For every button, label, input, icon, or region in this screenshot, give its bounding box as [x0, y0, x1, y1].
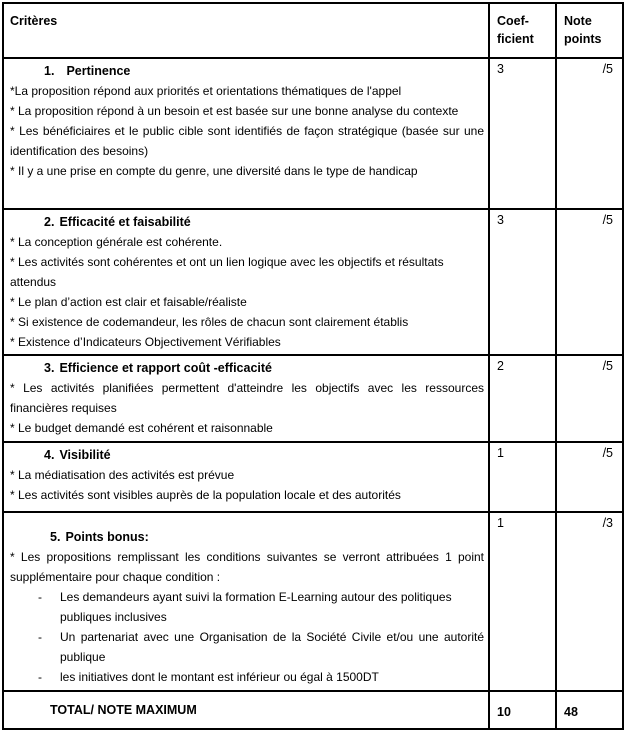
total-label: TOTAL/ NOTE MAXIMUM — [50, 703, 197, 717]
coefficient-value: 3 — [489, 58, 556, 209]
total-label-cell — [3, 691, 489, 729]
criterion-title — [10, 61, 484, 81]
criterion-title — [10, 515, 484, 547]
bonus-condition-text: Un partenariat avec une Organisation de la Société Civile et/ou une autorité publique — [60, 630, 484, 664]
criterion-number: 1. — [44, 64, 55, 78]
table-row — [3, 209, 623, 355]
criterion-detail: * Les propositions remplissant les conditions suivantes se verront attribuées 1 point supplémentaire pour chaque condition : — [10, 550, 484, 584]
criterion-detail: * Les activités sont visibles auprès de la population locale et des autorités — [10, 488, 401, 502]
dash-bullet: - — [38, 590, 42, 604]
criterion-detail: * Il y a une prise en compte du genre, une diversité dans le type de handicap — [10, 164, 418, 178]
bonus-condition-text: les initiatives dont le montant est inférieur ou égal à 1500DT — [60, 670, 379, 684]
table-header-row — [3, 3, 623, 58]
criteria-cell — [3, 512, 489, 691]
coefficient-value: 3 — [489, 209, 556, 355]
criterion-detail: *La proposition répond aux priorités et orientations thématiques de l'appel — [10, 84, 402, 98]
criterion-detail: * Le budget demandé est cohérent et raisonnable — [10, 421, 273, 435]
total-row — [3, 691, 623, 729]
criteria-cell — [3, 58, 489, 209]
criterion-detail: * La conception générale est cohérente. — [10, 235, 223, 249]
criterion-title — [10, 358, 484, 378]
criterion-title — [10, 445, 484, 465]
dash-bullet: - — [38, 670, 42, 684]
note-value: /5 — [556, 442, 623, 512]
table-row — [3, 512, 623, 691]
total-note: 48 — [556, 691, 623, 729]
total-coefficient: 10 — [489, 691, 556, 729]
header-criteres: Critères — [3, 3, 489, 58]
criterion-number: 2. — [44, 215, 55, 229]
coefficient-value: 2 — [489, 355, 556, 442]
criterion-title-text: Efficacité et faisabilité — [59, 215, 191, 229]
criteria-cell — [3, 209, 489, 355]
table-row — [3, 442, 623, 512]
table-row — [3, 58, 623, 209]
note-value: /5 — [556, 355, 623, 442]
note-value: /5 — [556, 209, 623, 355]
criterion-detail: * La proposition répond à un besoin et est basée sur une bonne analyse du contexte — [10, 104, 459, 118]
criterion-number: 3. — [44, 361, 55, 375]
bonus-condition-item — [10, 587, 484, 627]
criterion-detail: * Les bénéficiaires et le public cible sont identifiés de façon stratégique (basée sur une identification des besoins) — [10, 124, 484, 158]
criterion-title — [10, 212, 484, 232]
criterion-detail: * Existence d’Indicateurs Objectivement Vérifiables — [10, 335, 281, 349]
criterion-detail: * La médiatisation des activités est prévue — [10, 468, 235, 482]
evaluation-criteria-table — [2, 2, 624, 730]
criterion-title-text: Efficience et rapport coût -efficacité — [59, 361, 272, 375]
coefficient-value: 1 — [489, 512, 556, 691]
note-value: /3 — [556, 512, 623, 691]
dash-bullet: - — [38, 630, 42, 644]
criterion-number: 5. — [50, 530, 61, 544]
criteria-cell — [3, 355, 489, 442]
criterion-title-text: Points bonus: — [65, 530, 149, 544]
bonus-condition-text: Les demandeurs ayant suivi la formation E-Learning autour des politiques publiques inclusives — [60, 590, 452, 624]
note-value: /5 — [556, 58, 623, 209]
criterion-detail: * Les activités planifiées permettent d'atteindre les objectifs avec les ressources financières requises — [10, 381, 484, 415]
criteria-cell — [3, 442, 489, 512]
criterion-detail: * Les activités sont cohérentes et ont un lien logique avec les objectifs et résultats attendus — [10, 255, 444, 289]
table-row — [3, 355, 623, 442]
criterion-detail: * Le plan d’action est clair et faisable/réaliste — [10, 295, 247, 309]
coefficient-value: 1 — [489, 442, 556, 512]
bonus-condition-item — [10, 667, 484, 687]
bonus-condition-item — [10, 627, 484, 667]
criterion-title-text: Pertinence — [66, 64, 131, 78]
criterion-detail: * Si existence de codemandeur, les rôles de chacun sont clairement établis — [10, 315, 409, 329]
header-note-points: Note points — [556, 3, 623, 58]
header-coefficient: Coef-ficient — [489, 3, 556, 58]
criterion-number: 4. — [44, 448, 55, 462]
criterion-title-text: Visibilité — [59, 448, 111, 462]
